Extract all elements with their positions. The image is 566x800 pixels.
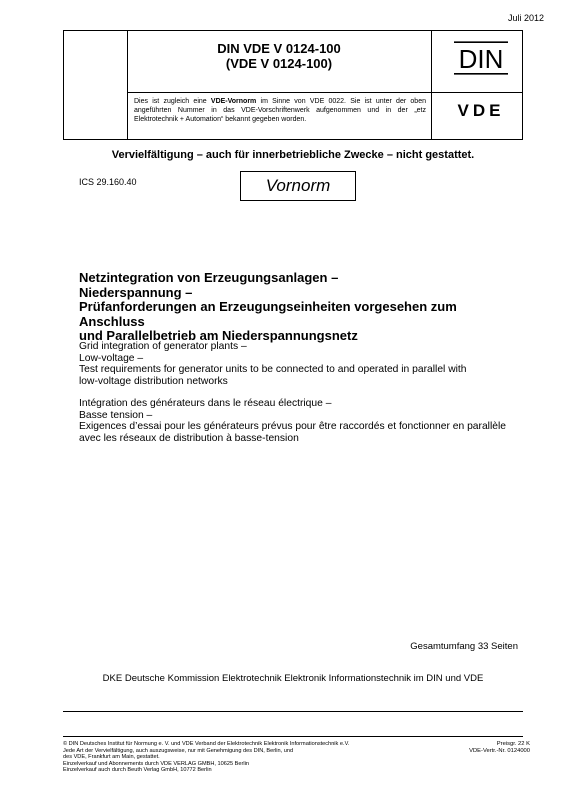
- note-prefix: Dies ist zugleich eine: [134, 98, 211, 105]
- title-de-line: und Parallelbetrieb am Niederspannungsnetz: [79, 328, 358, 343]
- order-number: VDE-Vertr.-Nr. 0124000: [469, 747, 530, 754]
- footer-divider-top: [63, 711, 523, 712]
- header-box: [63, 30, 523, 140]
- copyright-line: Jede Art der Vervielfältigung, auch auszugsweise, nur mit Genehmigung des DIN, Berlin, und: [63, 747, 294, 754]
- title-fr-line: Intégration des générateurs dans le réseau électrique –: [79, 398, 332, 409]
- price-info: [469, 741, 530, 755]
- title-fr-line: Basse tension –: [79, 409, 153, 421]
- title-german: [79, 271, 519, 344]
- reproduction-notice: Vervielfältigung – auch für innerbetriebliche Zwecke – nicht gestattet.: [111, 149, 475, 161]
- copyright-line: © DIN Deutsches Institut für Normung e. V. und VDE Verband der Elektrotechnik Elektronik Informationstechnik e.V.: [63, 741, 350, 747]
- vde-note: [134, 97, 426, 124]
- footer-divider-bottom: [63, 736, 523, 737]
- document-type-box: Vornorm: [240, 171, 356, 201]
- ics-code: ICS 29.160.40: [79, 177, 137, 187]
- din-logo: [452, 41, 510, 75]
- title-en-line: Test requirements for generator units to be connected to and operated in parallel with: [79, 364, 467, 375]
- vde-logo-text: VDE: [457, 101, 505, 119]
- title-english: [79, 341, 519, 387]
- title-en-line: Grid integration of generator plants –: [79, 341, 247, 352]
- title-de-line: Netzintegration von Erzeugungsanlagen –: [79, 270, 339, 285]
- dke-line: DKE Deutsche Kommission Elektrotechnik Elektronik Informationstechnik im DIN und VDE: [102, 673, 484, 684]
- standard-number-block: [127, 41, 431, 71]
- vde-number: (VDE V 0124-100): [225, 56, 333, 71]
- title-de-line: Prüfanforderungen an Erzeugungseinheiten vorgesehen zum Anschluss: [79, 299, 457, 329]
- title-en-line: Low-voltage –: [79, 352, 144, 364]
- title-en-line: low-voltage distribution networks: [79, 375, 228, 387]
- vde-logo: [440, 101, 522, 119]
- copyright-line: Einzelverkauf und Abonnements durch VDE VERLAG GMBH, 10625 Berlin: [63, 760, 249, 767]
- note-rest: im Sinne von VDE 0022. Sie ist unter der oben angeführten Nummer in das VDE-Vorschriftenwerk aufgenommen und in der „etz Elektrotechnik + Automation“ bekannt gegeben worden.: [134, 98, 426, 123]
- title-french: [79, 398, 519, 444]
- header-divider-right: [431, 31, 432, 139]
- standard-number: DIN VDE V 0124-100: [217, 41, 341, 56]
- copyright-line: des VDE, Frankfurt am Main, gestattet.: [63, 754, 160, 761]
- publication-date: Juli 2012: [507, 13, 544, 23]
- title-fr-line: avec les réseaux de distribution à basse-tension: [79, 432, 299, 444]
- price-group: Preisgr. 22 K: [496, 741, 530, 747]
- title-fr-line: Exigences d’essai pour les générateurs prévus pour être raccordés et fonctionner en parallèle: [79, 421, 506, 432]
- copyright-line: Einzelverkauf auch durch Beuth Verlag GmbH, 10772 Berlin: [63, 767, 212, 774]
- copyright-notice: [63, 741, 423, 774]
- header-divider-horizontal: [127, 92, 522, 93]
- note-bold: VDE-Vornorm: [210, 98, 257, 105]
- din-logo-text: DIN: [458, 44, 504, 74]
- total-pages: Gesamtumfang 33 Seiten: [410, 641, 518, 652]
- title-de-line: Niederspannung –: [79, 284, 193, 300]
